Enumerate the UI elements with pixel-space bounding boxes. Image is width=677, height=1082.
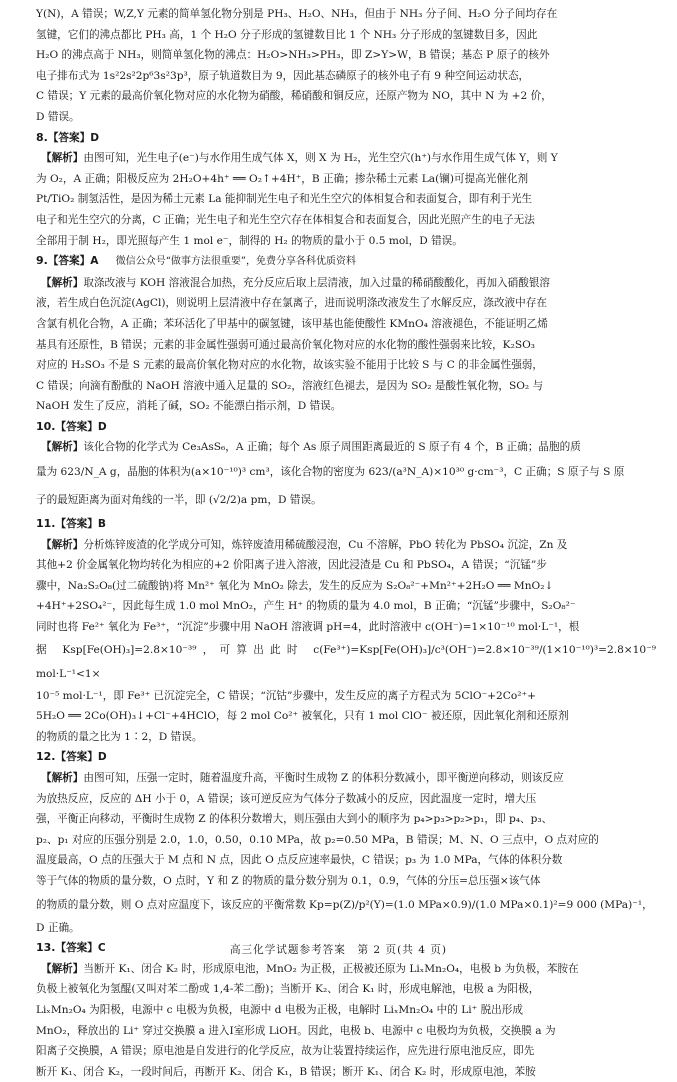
- text-line: 负极上被氧化为氢醌(又叫对苯二酚或 1,4-苯二酚)；当断开 K₂、闭合 K₁ 时，形成电解池，电极 a 为阳极，: [36, 983, 540, 996]
- text-line: 为 O₂，A 正确；阳极反应为 2H₂O+4h⁺ ══ O₂↑+4H⁺，B 正确；掺杂稀土元素 La(镧)可提高光催化剂: [36, 172, 529, 185]
- text-line: 对应的 H₂SO₃ 不是 S 元素的最高价氧化物对应的水化物，故该实验不能用于比较 S 与 C 的非金属性强弱，: [36, 359, 543, 372]
- question-number: 10.: [36, 419, 56, 433]
- answer-tag: 【答案】: [47, 255, 91, 268]
- analysis-line: [36, 148, 656, 169]
- text-line: D 正确。: [36, 921, 80, 934]
- text-line: H₂O 的沸点高于 NH₃，则简单氢化物的沸点：H₂O>NH₃>PH₃，即 Z>Y>W，B 错误；基态 P 原子的核外: [36, 49, 550, 62]
- text-line: 10⁻⁵ mol·L⁻¹，即 Fe³⁺ 已沉淀完全，C 错误；“沉钴”步骤中，发生反应的离子方程式为 5ClO⁻+2Co²⁺+: [36, 689, 536, 702]
- text-line: +4H⁺+2SO₄²⁻，因此每生成 1.0 mol MnO₂，产生 H⁺ 的物质的量为 4.0 mol，B 正确；“沉锰”步骤中，S₂O₈²⁻: [36, 600, 576, 613]
- answer-value: D: [97, 420, 107, 433]
- text-line: 强，平衡正向移动，平衡时生成物 Z 的体积分数增大，则压强由大到小的顺序为 p₄>p₃>p₂>p₁，即 p₄、p₃、: [36, 813, 553, 826]
- question-12: [36, 747, 656, 938]
- text-line: 液，若生成白色沉淀(AgCl)，则说明上层清液中存在氯离子，进而说明涤改液发生了水解反应，涤改液中存在: [36, 297, 547, 310]
- analysis-line: [36, 768, 656, 789]
- watermark-note: 微信公众号“做事方法很重要”，免费分享各科优质资料: [115, 256, 357, 268]
- text-line: 据 Ksp[Fe(OH)₃]=2.8×10⁻³⁹，可算出此时 c(Fe³⁺)=Ksp[Fe(OH)₃]/c³(OH⁻)=2.8×10⁻³⁹/(1×10⁻¹⁰)³=2.8×10⁻⁹ mol·L⁻¹<1×: [36, 643, 656, 680]
- page-footer: 高三化学试题参考答案 第 2 页(共 4 页): [229, 944, 448, 956]
- analysis-text: 分析炼锌废渣的化学成分可知，炼锌废渣用稀硫酸浸泡，Cu 不溶解，PbO 转化为 PbSO₄ 沉淀，Zn 及: [83, 538, 568, 551]
- text-line: 子的最短距离为面对角线的一半，即 (√2/2)a pm，D 错误。: [36, 494, 322, 507]
- answer-tag: 【答案】: [55, 942, 98, 955]
- text-line: 含氯有机化合物，A 正确；苯环活化了甲基中的碳氢键，该甲基也能使酸性 KMnO₄ 溶液褪色，不能证明乙烯: [36, 317, 548, 330]
- question-13: [36, 938, 656, 1082]
- intro-paragraph: [36, 4, 656, 128]
- text-line: 氢键，它们的沸点都比 PH₃ 高，1 个 H₂O 分子形成的氢键数目比 1 个 NH₃ 分子形成的氢键数目多，因此: [36, 28, 538, 41]
- text-line: Y(N)，A 错误；W,Z,Y 元素的简单氢化物分别是 PH₃、H₂O、NH₃，但由于 NH₃ 分子间、H₂O 分子间均存在: [36, 8, 558, 20]
- text-line: 为放热反应，反应的 ΔH 小于 0，A 错误；该可逆反应为气体分子数减小的反应，因此温度一定时，增大压: [36, 792, 537, 805]
- answer-line: [36, 514, 656, 535]
- text-line: 全部用于制 H₂，即光照每产生 1 mol e⁻，制得的 H₂ 的物质的量小于 0.5 mol，D 错误。: [36, 234, 463, 247]
- answer-tag: 【答案】: [55, 420, 98, 433]
- analysis-line: [36, 535, 656, 556]
- analysis-tag: 【解析】: [41, 772, 84, 784]
- question-9: [36, 251, 656, 417]
- text-line: 骤中，Na₂S₂O₈(过二硫酸钠)将 Mn²⁺ 氧化为 MnO₂ 除去，发生的反应为 S₂O₈²⁻+Mn²⁺+2H₂O ══ MnO₂↓: [36, 579, 554, 592]
- text-line: 的物质的量分数，则 O 点对应温度下，该反应的平衡常数 Kp=p(Z)/p²(Y)=(1.0 MPa×0.9)/(1.0 MPa×0.1)²=9 000 (MPa)⁻¹，: [36, 898, 653, 911]
- answer-tag: 【答案】: [47, 131, 91, 144]
- answer-line: [36, 417, 656, 438]
- analysis-tag: 【解析】: [41, 962, 84, 975]
- analysis-text: 该化合物的化学式为 Ce₃AsS₆，A 正确；每个 As 原子周围距离最近的 S 原子有 4 个，B 正确；晶胞的质: [83, 441, 581, 454]
- text-line: 同时也将 Fe²⁺ 氧化为 Fe³⁺，“沉淀”步骤中用 NaOH 溶液调 pH=4，此时溶液中 c(OH⁻)=1×10⁻¹⁰ mol·L⁻¹，根: [36, 621, 580, 634]
- text-line: NaOH 发生了反应，消耗了碱，SO₂ 不能漂白指示剂，D 错误。: [36, 400, 342, 413]
- text-line: 断开 K₁、闭合 K₂，一段时间后，再断开 K₂、闭合 K₁，B 错误；断开 K₁、闭合 K₂ 时，形成原电池，苯胺: [36, 1065, 536, 1078]
- question-number: 8.: [36, 130, 48, 144]
- text-line: 阳离子交换膜，A 错误；原电池是自发进行的化学反应，故为让装置持续运作，应先进行原电池反应，即先: [36, 1045, 535, 1058]
- analysis-text: 当断开 K₁、闭合 K₂ 时，形成原电池，MnO₂ 为正极，正极被还原为 LiₓMn₂O₄，电极 b 为负极，苯胺在: [83, 962, 579, 975]
- answer-value: A: [90, 255, 99, 268]
- analysis-line: [36, 437, 656, 458]
- text-line: C 错误；向滴有酚酞的 NaOH 溶液中通入足量的 SO₂，溶液红色褪去，是因为 SO₂ 是酸性氧化物，SO₂ 与: [36, 379, 544, 392]
- answer-value: D: [90, 131, 100, 144]
- question-number: 11.: [36, 517, 56, 531]
- analysis-text: 由图可知，压强一定时，随着温度升高，平衡时生成物 Z 的体积分数减小，即平衡逆向移动，则该反应: [83, 772, 564, 784]
- text-line: 电子排布式为 1s²2s²2p⁶3s²3p³，原子轨道数目为 9，因此基态磷原子的核外电子有 9 种空间运动状态，: [36, 69, 530, 82]
- text-line: 温度最高，O 点的压强大于 M 点和 N 点，因此 O 点反应速率最快，C 错误；p₃ 为 1.0 MPa，气体的体积分数: [36, 854, 563, 867]
- question-8: [36, 128, 656, 252]
- text-line: p₂、p₁ 对应的压强分别是 2.0，1.0，0.50，0.10 MPa，故 p₂=0.50 MPa，B 错误；M、N、O 三点中，O 点对应的: [36, 833, 599, 846]
- text-line: 量为 623/N_A g，晶胞的体积为(a×10⁻¹⁰)³ cm³，该化合物的密度为 623/(a³N_A)×10³⁰ g·cm⁻³，C 正确；S 原子与 S 原: [36, 466, 625, 479]
- answer-tag: 【答案】: [55, 518, 98, 531]
- answer-line: [36, 128, 656, 149]
- text-line: 基具有还原性，B 错误；元素的非金属性强弱可通过最高价氧化物对应的水化物的酸性强弱来比较，K₂SO₃: [36, 338, 536, 351]
- text-line: 5H₂O ══ 2Co(OH)₃↓+Cl⁻+4HClO，每 2 mol Co²⁺ 被氧化，只有 1 mol ClO⁻ 被还原，因此氧化剂和还原剂: [36, 710, 569, 723]
- analysis-tag: 【解析】: [41, 441, 84, 454]
- answer-line: [36, 251, 656, 273]
- analysis-line: [36, 273, 656, 294]
- answer-tag: 【答案】: [55, 751, 98, 764]
- answer-line: [36, 747, 656, 768]
- question-number: 12.: [36, 750, 56, 764]
- analysis-tag: 【解析】: [41, 152, 84, 165]
- question-11: [36, 514, 656, 747]
- text-line: 的物质的量之比为 1∶2，D 错误。: [36, 730, 203, 743]
- text-line: D 错误。: [36, 110, 80, 123]
- answer-value: C: [97, 942, 106, 955]
- text-line: 等于气体的物质的量分数，O 点时，Y 和 Z 的物质的量分数分别为 0.1，0.9，气体的分压=总压强×该气体: [36, 874, 541, 887]
- question-number: 13.: [36, 941, 56, 955]
- text-line: 其他+2 价金属氧化物均转化为相应的+2 价阳离子进入溶液，因此浸渣是 Cu 和 PbSO₄，A 错误；“沉锰”步: [36, 559, 547, 572]
- question-number: 9.: [36, 254, 48, 268]
- text-line: Pt/TiO₂ 制氢活性，是因为稀土元素 La 能抑制光生电子和光生空穴的体相复合和表面复合，即有利于光生: [36, 193, 533, 206]
- analysis-tag: 【解析】: [41, 538, 84, 551]
- text-line: LiₓMn₂O₄ 为阳极，电源中 c 电极为负极，电源中 d 电极为正极，电解时 LiₓMn₂O₄ 中的 Li⁺ 脱出形成: [36, 1003, 523, 1016]
- question-10: [36, 417, 656, 514]
- text-line: 电子和光生空穴的分离，C 正确；光生电子和光生空穴存在体相复合和表面复合，因此光照产生的电子无法: [36, 213, 535, 226]
- analysis-text: 由图可知，光生电子(e⁻)与水作用生成气体 X，则 X 为 H₂，光生空穴(h⁺)与水作用生成气体 Y，则 Y: [83, 152, 558, 165]
- analysis-line: [36, 959, 656, 980]
- analysis-tag: 【解析】: [41, 276, 84, 289]
- text-line: C 错误；Y 元素的最高价氧化物对应的水化物为硝酸，稀硝酸和铜反应，还原产物为 NO，其中 N 为 +2 价，: [36, 90, 552, 103]
- answer-value: D: [97, 751, 107, 764]
- text-line: MnO₂，释放出的 Li⁺ 穿过交换膜 a 进入Ⅰ室形成 LiOH。因此，电极 b、电源中 c 电极均为负极，交换膜 a 为: [36, 1024, 556, 1037]
- analysis-text: 取涤改液与 KOH 溶液混合加热，充分反应后取上层清液，加入过量的稀硝酸酸化，再加入硝酸银溶: [83, 276, 551, 289]
- answer-value: B: [97, 518, 106, 531]
- document-body: [36, 4, 656, 1082]
